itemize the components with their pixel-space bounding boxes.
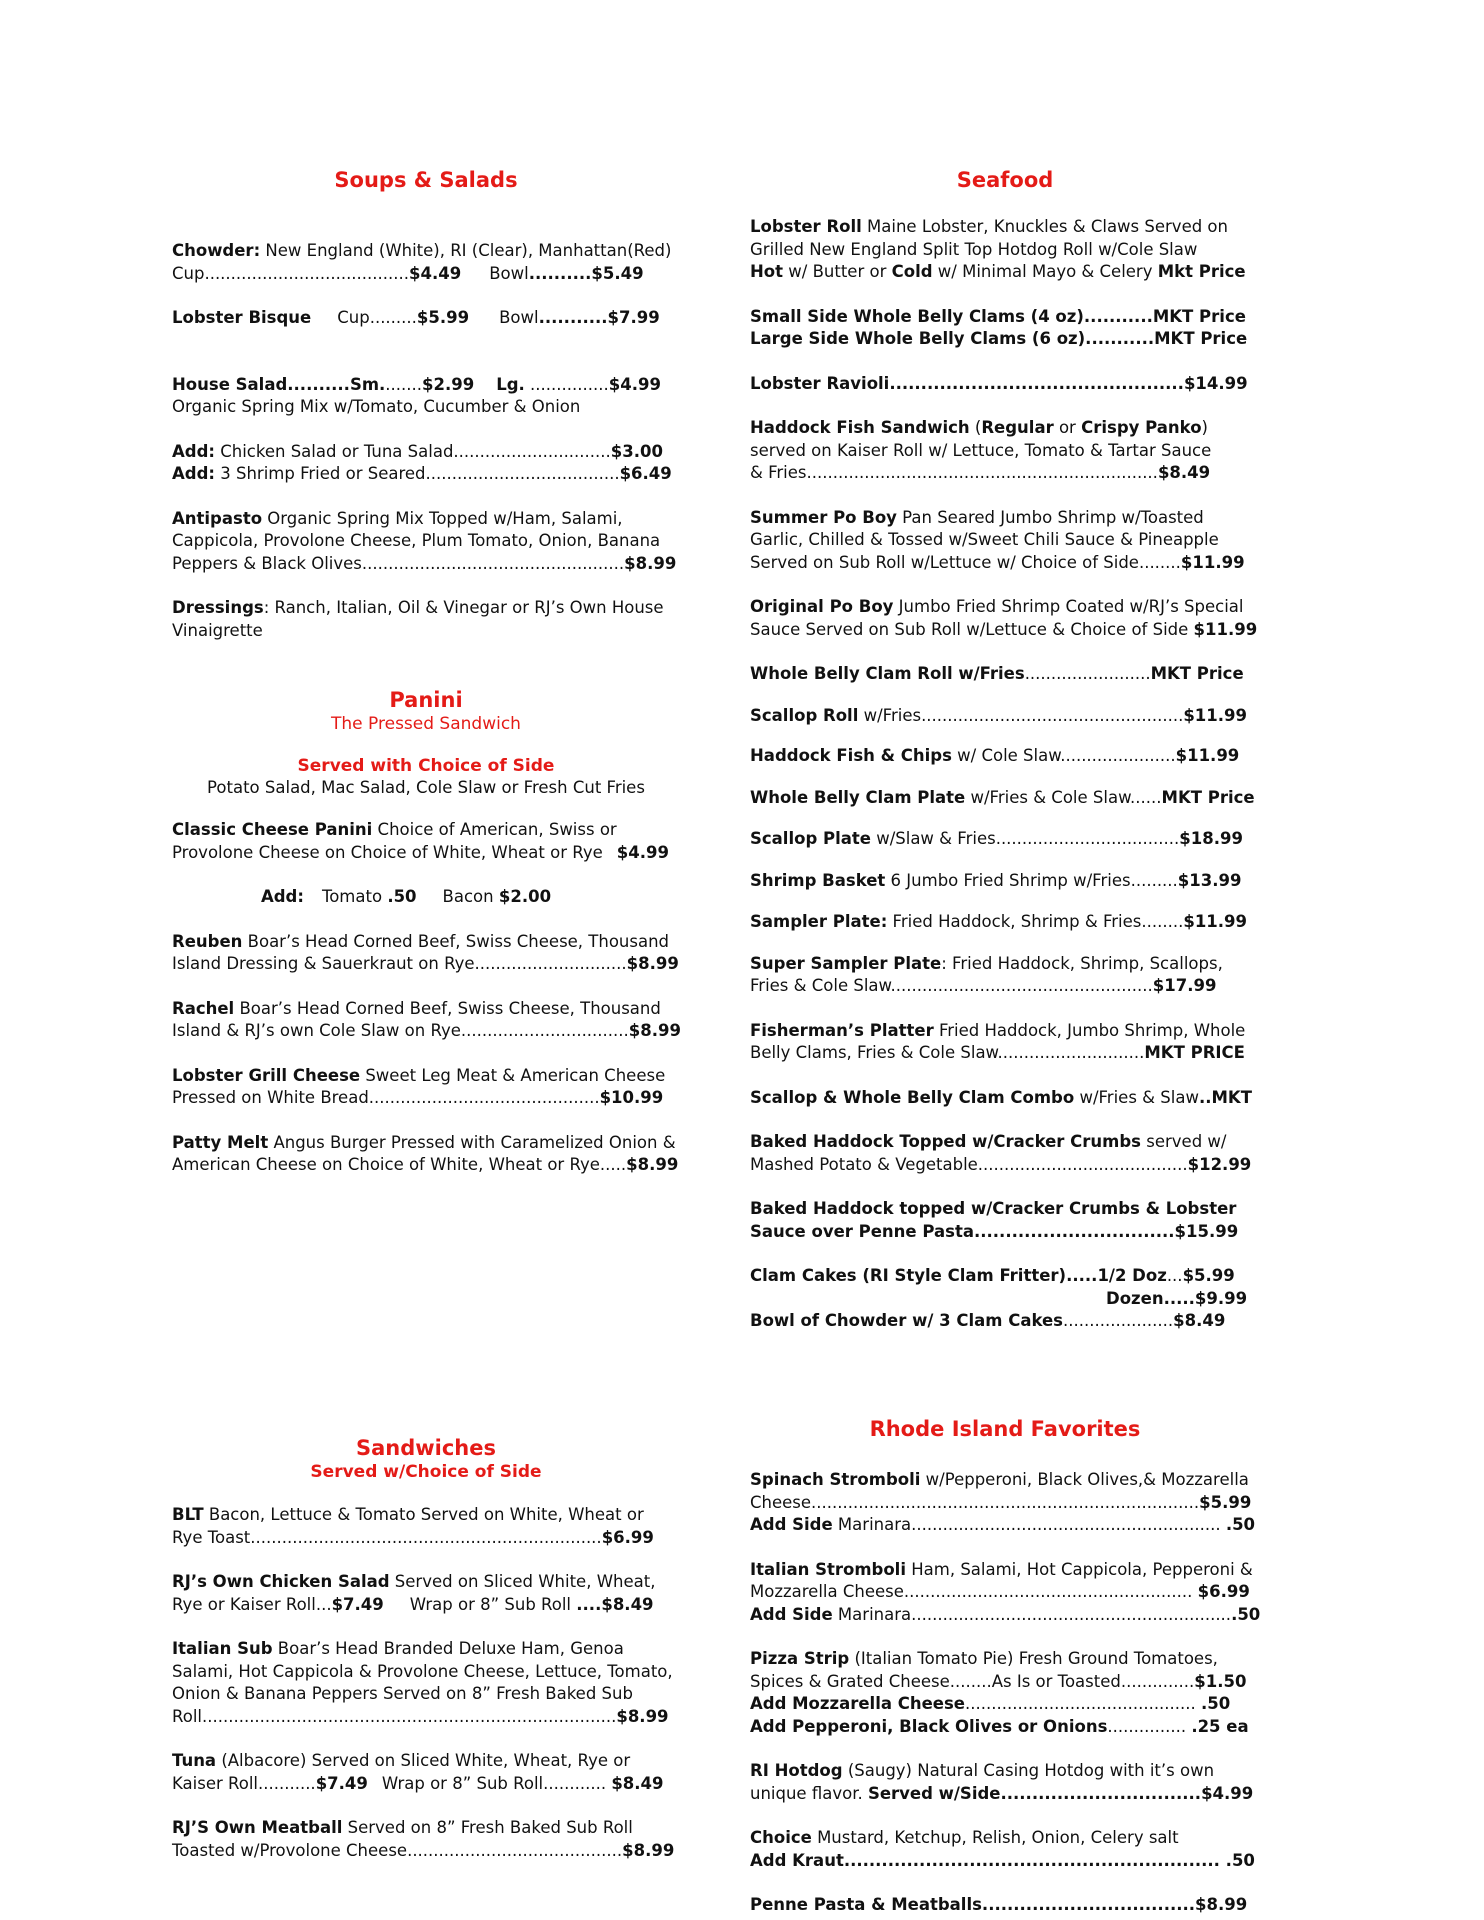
clam-roll-item: Whole Belly Clam Roll w/Fries........................MKT Price <box>750 664 1244 683</box>
dressings-item: Dressings: Ranch, Italian, Oil & Vinegar or RJ’s Own House Vinaigrette <box>172 598 664 640</box>
salad-add-ons: Add: Chicken Salad or Tuna Salad..............................$3.00 Add: 3 Shrimp Fried or Seared.....................................$6.49 <box>172 441 672 483</box>
lobster-bisque-item: Lobster Bisque Cup.........$5.99 Bowl...........$7.99 <box>172 308 660 327</box>
sandwiches-subtitle: Served w/Choice of Side <box>310 1462 542 1482</box>
lobster-grill-cheese-item: Lobster Grill Cheese Sweet Leg Meat & American Cheese Pressed on White Bread............................................$10.99 <box>172 1065 666 1107</box>
chowder-item: Chowder: New England (White), RI (Clear), Manhattan(Red) Cup.......................................$4.49 Bowl..........$5.49 <box>172 241 672 283</box>
panini-sides: Potato Salad, Mac Salad, Cole Slaw or Fresh Cut Fries <box>207 778 645 797</box>
combo-item: Scallop & Whole Belly Clam Combo w/Fries & Slaw..MKT <box>750 1087 1252 1107</box>
haddock-fish-chips-item: Haddock Fish & Chips w/ Cole Slaw......................$11.99 <box>750 746 1240 765</box>
baked-haddock-item: Baked Haddock Topped w/Cracker Crumbs served w/ Mashed Potato & Vegetable........................................$12.99 <box>750 1132 1252 1174</box>
baked-haddock-lobster-item: Baked Haddock topped w/Cracker Crumbs & Lobster Sauce over Penne Pasta................................$15.99 <box>750 1199 1239 1241</box>
panini-served-note: Served with Choice of Side <box>297 756 555 776</box>
italian-stromboli-item: Italian Stromboli Ham, Salami, Hot Cappicola, Pepperoni & Mozzarella Cheese....................................................... $6.99 Add Side Marinara..............................................................50 <box>750 1559 1261 1624</box>
hotdog-choice-item: Choice Mustard, Ketchup, Relish, Onion, Celery salt Add Kraut............................................................ .50 <box>750 1828 1255 1870</box>
ri-hotdog-item: RI Hotdog (Saugy) Natural Casing Hotdog with it’s own unique flavor. Served w/Side................................$4.99 <box>750 1761 1254 1803</box>
seafood-title: Seafood <box>956 168 1054 192</box>
clam-plate-item: Whole Belly Clam Plate w/Fries & Cole Slaw......MKT Price <box>750 787 1255 807</box>
shrimp-basket-item: Shrimp Basket 6 Jumbo Fried Shrimp w/Fries.........$13.99 <box>750 870 1242 890</box>
penne-meatballs-item: Penne Pasta & Meatballs..................................$8.99 <box>750 1895 1248 1914</box>
sandwiches-title: Sandwiches <box>355 1436 497 1460</box>
whole-belly-clams-sides: Small Side Whole Belly Clams (4 oz)...........MKT Price Large Side Whole Belly Clams (6 oz)...........MKT Price <box>750 306 1248 348</box>
italian-sub-item: Italian Sub Boar’s Head Branded Deluxe Ham, Genoa Salami, Hot Cappicola & Provolone Cheese, Lettuce, Tomato, Onion & Banana Peppers Served on 8” Fresh Baked Sub Roll...............................................................................$8.99 <box>172 1639 673 1726</box>
pizza-strip-item: Pizza Strip (Italian Tomato Pie) Fresh Ground Tomatoes, Spices & Grated Cheese........As Is or Toasted..............$1.50 Add Mozzarella Cheese............................................ .50 Add Pepperoni, Black Olives or Onions............... .25 ea <box>750 1649 1249 1736</box>
sandwiches-section <box>172 1436 680 1862</box>
sampler-plate-item: Sampler Plate: Fried Haddock, Shrimp & Fries........$11.99 <box>750 912 1248 931</box>
clam-cakes-item: Clam Cakes (RI Style Clam Fritter).....1/2 Doz...$5.99 Dozen.....$9.99 Bowl of Chowder w/ 3 Clam Cakes.....................$8.49 <box>750 1266 1248 1330</box>
antipasto-item: Antipasto Organic Spring Mix Topped w/Ham, Salami, Cappicola, Provolone Cheese, Plum Tomato, Onion, Banana Peppers & Black Olives..................................................$8.99 <box>172 508 677 573</box>
reuben-item: Reuben Boar’s Head Corned Beef, Swiss Cheese, Thousand Island Dressing & Sauerkraut on Rye.............................$8.99 <box>172 931 679 973</box>
scallop-roll-item: Scallop Roll w/Fries..................................................$11.99 <box>750 705 1247 725</box>
ri-favorites-title: Rhode Island Favorites <box>869 1417 1141 1441</box>
super-sampler-item: Super Sampler Plate: Fried Haddock, Shrimp, Scallops, Fries & Cole Slaw..................................................$17.99 <box>750 953 1223 995</box>
chicken-salad-item: RJ’s Own Chicken Salad Served on Sliced White, Wheat, Rye or Kaiser Roll...$7.49 Wrap or 8” Sub Roll ....$8.49 <box>172 1572 656 1614</box>
panini-title: Panini <box>389 688 463 712</box>
panini-add-ons: Add: Tomato .50 Bacon $2.00 <box>260 887 552 906</box>
patty-melt-item: Patty Melt Angus Burger Pressed with Caramelized Onion & American Cheese on Choice of White, Wheat or Rye.....$8.99 <box>172 1132 679 1174</box>
seafood-section <box>750 168 1260 1333</box>
fishermans-platter-item: Fisherman’s Platter Fried Haddock, Jumbo Shrimp, Whole Belly Clams, Fries & Cole Slaw............................MKT PRICE <box>750 1020 1246 1062</box>
house-salad-item: House Salad..........Sm........$2.99 Lg. ...............$4.99 Organic Spring Mix w/Tomato, Cucumber & Onion <box>172 374 661 416</box>
panini-subtitle: The Pressed Sandwich <box>331 714 521 734</box>
scallop-plate-item: Scallop Plate w/Slaw & Fries...................................$18.99 <box>750 829 1243 848</box>
blt-item: BLT Bacon, Lettuce & Tomato Served on White, Wheat or Rye Toast...................................................................$6.99 <box>172 1505 654 1547</box>
meatball-item: RJ’S Own Meatball Served on 8” Fresh Baked Sub Roll Toasted w/Provolone Cheese.........................................$8.99 <box>172 1818 675 1860</box>
panini-section <box>172 688 680 1177</box>
rachel-item: Rachel Boar’s Head Corned Beef, Swiss Cheese, Thousand Island & RJ’s own Cole Slaw on Rye................................$8.99 <box>172 998 681 1040</box>
classic-cheese-panini-item: Classic Cheese Panini Choice of American, Swiss or Provolone Cheese on Choice of White, Wheat or Rye $4.99 <box>172 820 669 862</box>
lobster-ravioli-item: Lobster Ravioli...............................................$14.99 <box>750 373 1248 393</box>
summer-po-boy-item: Summer Po Boy Pan Seared Jumbo Shrimp w/Toasted Garlic, Chilled & Tossed w/Sweet Chili Sauce & Pineapple Served on Sub Roll w/Lettuce w/ Choice of Side........$11.99 <box>750 507 1245 572</box>
ri-favorites-section <box>750 1417 1260 1917</box>
lobster-roll-item: Lobster Roll Maine Lobster, Knuckles & Claws Served on Grilled New England Split Top Hotdog Roll w/Cole Slaw Hot w/ Butter or Cold w/ Minimal Mayo & Celery Mkt Price <box>750 217 1246 281</box>
tuna-item: Tuna (Albacore) Served on Sliced White, Wheat, Rye or Kaiser Roll...........$7.49 Wrap or 8” Sub Roll............ $8.49 <box>172 1751 664 1793</box>
spinach-stromboli-item: Spinach Stromboli w/Pepperoni, Black Olives,& Mozzarella Cheese..........................................................................$5.99 Add Side Marinara........................................................... .50 <box>750 1470 1256 1534</box>
haddock-sandwich-item: Haddock Fish Sandwich (Regular or Crispy Panko) served on Kaiser Roll w/ Lettuce, Tomato & Tartar Sauce & Fries...................................................................$8.49 <box>750 418 1212 482</box>
soups-salads-section <box>172 168 680 1177</box>
original-po-boy-item: Original Po Boy Jumbo Fried Shrimp Coated w/RJ’s Special Sauce Served on Sub Roll w/Lettuce & Choice of Side $11.99 <box>750 597 1258 639</box>
soups-salads-title: Soups & Salads <box>334 168 518 192</box>
